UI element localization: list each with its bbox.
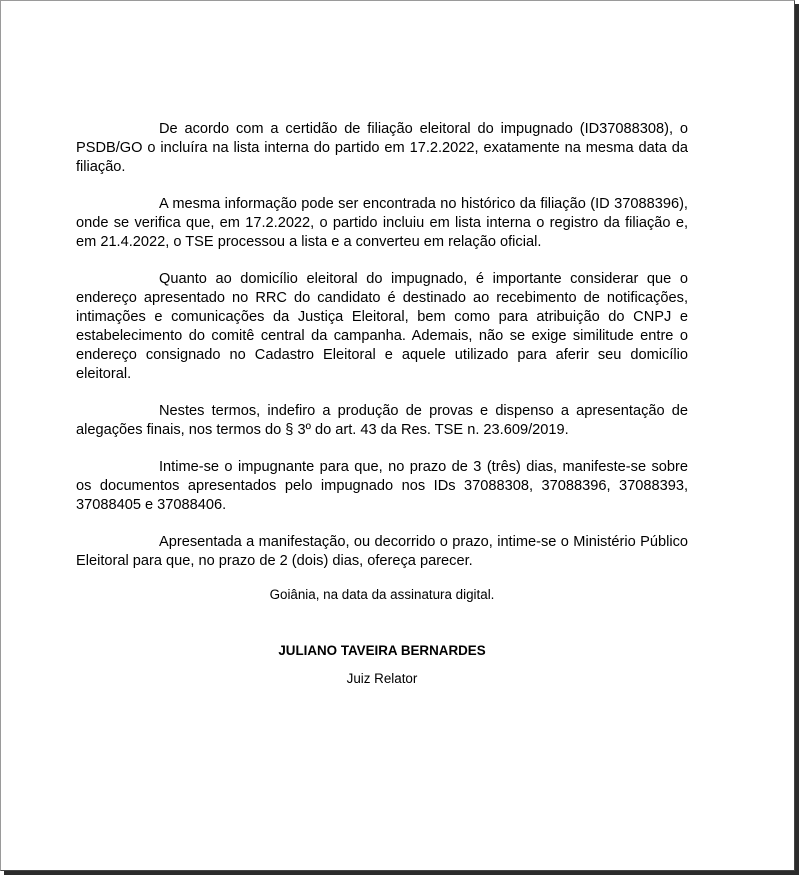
paragraph-affiliation-history: A mesma informação pode ser encontrada no histórico da filiação (ID 37088396), onde se verifica que, em 17.2.2022, o partido incluiu em lista interna o registro da filiação e, em 21.4.2022, o TSE processou a lista e a converteu em relação oficial. (76, 196, 688, 250)
paragraph-evidence-decision: Nestes termos, indefiro a produção de provas e dispenso a apresentação de alegações finais, nos termos do § 3º do art. 43 da Res. TSE n. 23.609/2019. (76, 403, 688, 438)
paragraph-prosecutor-opinion: Apresentada a manifestação, ou decorrido o prazo, intime-se o Ministério Público Eleitoral para que, no prazo de 2 (dois) dias, ofereça parecer. (76, 534, 688, 569)
place-date: Goiânia, na data da assinatura digital. (269, 587, 495, 602)
signer-role: Juiz Relator (346, 671, 418, 686)
paragraph-notify-challenger: Intime-se o impugnante para que, no prazo de 3 (três) dias, manifeste-se sobre os documentos apresentados pelo impugnado nos IDs 37088308, 37088396, 37088393, 37088405 e 37088406. (76, 459, 688, 513)
document-body (76, 120, 688, 688)
paragraph-affiliation-certificate: De acordo com a certidão de filiação eleitoral do impugnado (ID37088308), o PSDB/GO o incluíra na lista interna do partido em 17.2.2022, exatamente na mesma data da filiação. (76, 121, 688, 175)
paragraph-electoral-domicile: Quanto ao domicílio eleitoral do impugnado, é importante considerar que o endereço apresentado no RRC do candidato é destinado ao recebimento de notificações, intimações e comunicações da Justiça Eleitoral, bem como para atribuição do CNPJ e estabelecimento do comitê central da campanha. Ademais, não se exige similitude entre o endereço consignado no Cadastro Eleitoral e aquele utilizado para aferir seu domicílio eleitoral. (76, 271, 688, 382)
signer-name: JULIANO TAVEIRA BERNARDES (278, 643, 486, 658)
